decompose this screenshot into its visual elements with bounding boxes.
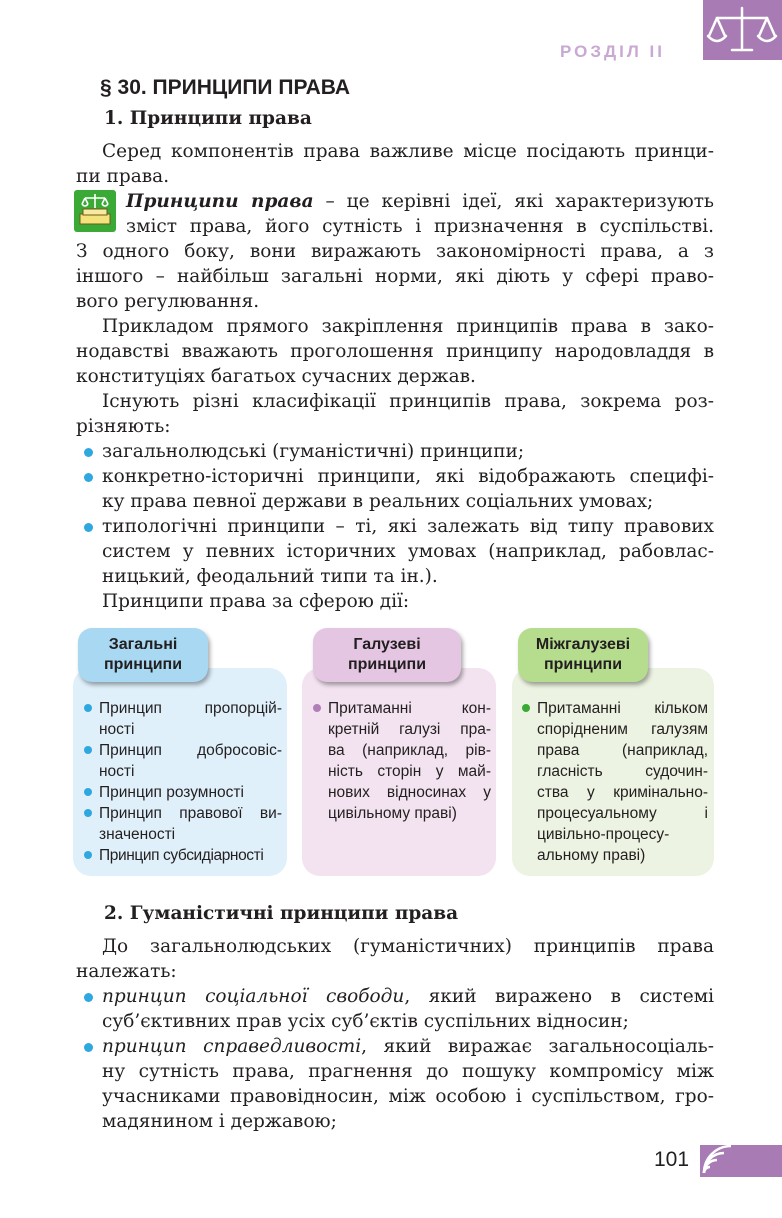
text-line: різняють: <box>76 416 171 437</box>
text-line: нових відносинах у <box>328 784 491 801</box>
bullet-icon <box>84 1043 93 1052</box>
bullet-icon <box>84 523 93 532</box>
text-line: ницький, феодальний типи та ін.). <box>102 566 438 587</box>
paragraph <box>76 389 714 439</box>
principle-term: принцип справедливості <box>102 1036 362 1057</box>
text-line: систем у певних історичних умовах (наприклад, рабовлас- <box>102 541 714 562</box>
text-line: належать: <box>76 961 177 982</box>
text-line: нодавстві вважають проголошення принципу народовладдя в <box>76 341 714 362</box>
general-item <box>84 740 282 782</box>
bullet-icon <box>84 448 93 457</box>
branch-principles-header <box>313 628 461 682</box>
paragraph <box>76 139 714 189</box>
list-item <box>84 514 714 589</box>
text-line: ку права певної держави в реальних соціальних умовах; <box>102 491 654 512</box>
header-line: Міжгалузеві <box>535 636 631 653</box>
interbranch-item <box>522 698 708 866</box>
text-line: Серед компонентів права важливе місце посідають принци- <box>102 141 714 162</box>
header-line: Галузеві <box>353 636 421 653</box>
bullet-icon <box>84 473 93 482</box>
interbranch-principles-header <box>518 628 648 682</box>
text-line: пи права. <box>76 166 170 187</box>
text-line: вого регулювання. <box>76 291 260 312</box>
text-line: типологічні принципи – ті, які залежать від типу правових <box>102 516 714 537</box>
text-line: Принцип правової ви- <box>99 805 282 822</box>
paragraph <box>76 314 714 389</box>
text-line: конкретно-історичні принципи, які відображають специфі- <box>102 466 714 487</box>
text-line: конституціях багатьох сучасних держав. <box>76 366 476 387</box>
header-line: Загальні <box>108 636 178 653</box>
text-line: ності <box>99 721 135 738</box>
list-item <box>84 984 714 1034</box>
page-number: 101 <box>654 1148 690 1171</box>
list-item <box>84 464 714 514</box>
text-line: Принцип субсидіарності <box>99 847 264 864</box>
text-line: Притаманні кільком <box>537 700 708 717</box>
definition <box>76 189 714 314</box>
header-line: принципи <box>543 656 623 673</box>
text-line: ва (наприклад, рів- <box>328 742 491 759</box>
subsection-heading: 1. Принципи права <box>104 108 312 129</box>
text-line: цивільно-процесу- <box>537 826 670 843</box>
general-item <box>84 845 286 866</box>
list-item <box>84 1034 714 1134</box>
text-line: значеності <box>99 826 176 843</box>
text-line: ність сторін у май- <box>328 763 491 780</box>
bullet-icon <box>84 809 92 817</box>
list-item <box>84 439 714 464</box>
section-label: РОЗДІЛ II <box>560 42 665 61</box>
text-line: ну сутність права, прагнення до пошуку компромісу між <box>102 1061 714 1082</box>
bullet-icon <box>84 746 92 754</box>
text-line: Притаманні кон- <box>328 700 491 717</box>
text-span: , який виражено в системі <box>404 986 714 1007</box>
text-line: кретній галузі пра- <box>328 721 491 738</box>
text-line: З одного боку, вони виражають закономірності права, а з <box>76 241 714 262</box>
bullet-icon <box>84 851 92 859</box>
scales-icon <box>703 0 782 60</box>
text-line: Принцип пропорцій- <box>99 700 282 717</box>
text-line: суб’єктивних прав усіх суб’єктів суспільних відносин; <box>102 1011 629 1032</box>
general-item <box>84 782 282 803</box>
definition-term: Принципи права <box>126 191 314 212</box>
text-span: , який виражає загальносоціаль- <box>361 1036 714 1057</box>
general-item <box>84 698 282 740</box>
bullet-icon <box>313 704 321 712</box>
text-line: учасниками правовідносин, між особою і суспільством, гро- <box>102 1086 714 1107</box>
text-line: Принцип добросовіс- <box>99 742 282 759</box>
bullet-icon <box>84 704 92 712</box>
text-line <box>76 189 714 214</box>
paragraph: Принципи права за сферою дії: <box>102 591 410 612</box>
text-line: альному праві) <box>537 847 646 864</box>
bullet-icon <box>522 704 530 712</box>
text-line: мадянином і державою; <box>102 1111 337 1132</box>
header-line: принципи <box>347 656 427 673</box>
text-line: зміст права, його сутність і призначення в суспільстві. <box>126 216 714 237</box>
text-line: цивільному праві) <box>328 805 457 822</box>
branch-item <box>313 698 491 824</box>
general-item <box>84 803 282 845</box>
signal-waves-icon <box>700 1145 782 1177</box>
text-line: загальнолюдські (гуманістичні) принципи; <box>102 441 525 462</box>
header-line: принципи <box>103 656 183 673</box>
principle-term: принцип соціальної свободи <box>102 986 405 1007</box>
text-line: процесуальному і <box>537 805 708 822</box>
text-line: іншого – найбільш загальні норми, які діють у сфері право- <box>76 266 714 287</box>
page-title: § 30. ПРИНЦИПИ ПРАВА <box>100 76 351 99</box>
text-line: До загальнолюдських (гуманістичних) принципів права <box>102 936 714 957</box>
text-line: права (наприклад, <box>537 742 708 759</box>
subsection-heading: 2. Гуманістичні принципи права <box>104 903 459 924</box>
bullet-icon <box>84 788 92 796</box>
text-line: ства у кримінально- <box>537 784 708 801</box>
bullet-icon <box>84 993 93 1002</box>
text-span: – це керівні ідеї, які характеризують <box>313 191 714 212</box>
paragraph <box>76 934 714 984</box>
text-line: ності <box>99 763 135 780</box>
general-principles-header <box>78 628 208 682</box>
text-line: спорідненим галузям <box>537 721 708 738</box>
text-line: Прикладом прямого закріплення принципів права в зако- <box>102 316 714 337</box>
text-line: Існують різні класифікації принципів права, зокрема роз- <box>102 391 714 412</box>
text-line: гласність судочин- <box>537 763 708 780</box>
text-line: Принцип розумності <box>99 784 244 801</box>
